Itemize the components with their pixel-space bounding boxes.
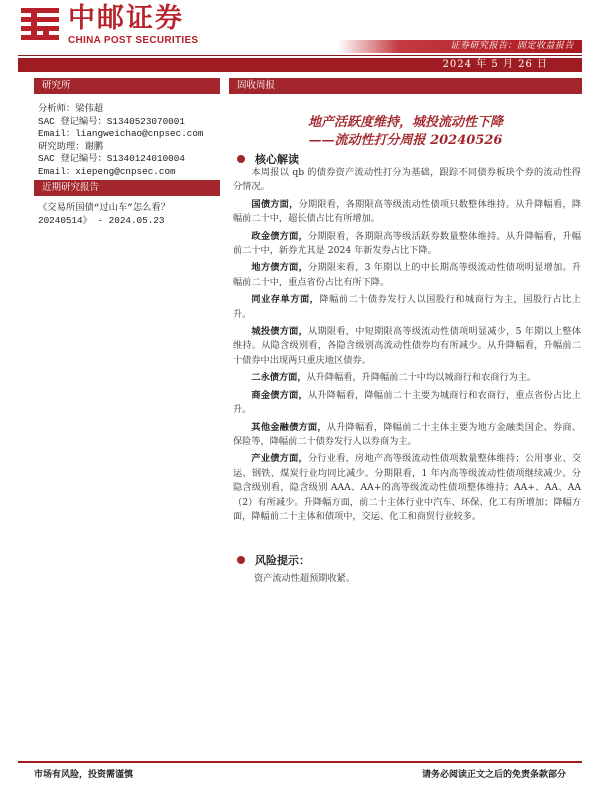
report-category-tag: 固收周报 <box>229 78 582 94</box>
paragraph-lead: 地方债方面， <box>251 262 309 274</box>
recent-report-link[interactable] <box>38 201 222 227</box>
core-summary <box>233 166 581 527</box>
recent-reports-heading: 近期研究报告 <box>34 180 220 196</box>
paragraph <box>233 452 581 524</box>
footer-disclaimer: 请务必阅读正文之后的免责条款部分 <box>421 770 566 780</box>
bullet-icon <box>237 556 245 564</box>
paragraph-text: 降幅前二十债券发行人以国股行和城商行为主，国股行占比上升。 <box>233 294 581 320</box>
paragraph-lead: 国债方面， <box>251 198 299 210</box>
paragraph-lead: 其他金融债方面， <box>251 421 327 433</box>
paragraph <box>233 421 581 450</box>
recent-report-date[interactable]: 20240514》 - 2024.05.23 <box>38 215 165 226</box>
paragraph <box>233 198 581 227</box>
report-subtitle: ——流动性打分周报 20240526 <box>308 133 503 148</box>
paragraph <box>233 293 581 322</box>
paragraph <box>233 261 581 290</box>
paragraph-text: 分期限来看，3 年期以上的中长期高等级流动性债项明显增加。升幅前二十中，重点省份占比有所下降。 <box>233 262 582 288</box>
analyst-line: SAC 登记编号：S1340124010004 <box>38 153 185 165</box>
logo-chinese: 中邮证券 <box>68 3 184 34</box>
paragraph-text: 分期限看，各期限高等级活跃券数量整体维持。从升降幅看，升幅前二十中，新券尤其是 2024 年新发券占比下降。 <box>233 230 582 257</box>
analyst-line: SAC 登记编号：S1340523070001 <box>38 115 185 127</box>
analyst-email[interactable]: Email：liangweichao@cnpsec.com <box>38 128 204 140</box>
paragraph-text: 从期限看，中短期限高等级流动性债项明显减少，5 年期以上整体维持。从隐含级别看，各隐含级别高流动性债券均有所减少。从升降幅看，升幅前二十债券中出现两只重庆地区债券。 <box>233 326 582 366</box>
paragraph-lead: 商金债方面， <box>251 389 308 401</box>
footer-divider <box>18 761 582 763</box>
paragraph-lead: 二永债方面， <box>251 372 307 384</box>
report-date: 2024 年 5 月 26 日 <box>442 59 548 70</box>
core-heading-label: 核心解读 <box>255 153 299 166</box>
china-post-logo-icon <box>18 4 62 44</box>
company-logo <box>18 4 198 46</box>
paragraph-text: 分行业看，房地产高等级流动性债项数量整体维持；公用事业、交运、钢铁、煤炭行业均同比减少。分期限看，1 年内高等级流动性债项继续减少。分隐含级别看，隐含级别 AAA、AA+的高等级流动性债项整体维持；AA+、AA、AA（2）有所减少。升降幅方面，前二十主体行业中汽车、环保、化工有所增加；降幅方面，降幅前二十主体和债项中，交运、化工和商贸行业较多。 <box>233 453 582 522</box>
paragraph <box>233 166 581 195</box>
analyst-email[interactable]: Email：xiepeng@cnpsec.com <box>38 165 176 177</box>
analyst-line: 研究助理：谢鹏 <box>38 140 104 152</box>
paragraph-lead: 产业债方面， <box>251 453 308 465</box>
risk-section-heading <box>237 552 310 568</box>
report-title: 地产活跃度维持，城投流动性下降 <box>307 115 503 130</box>
bullet-icon <box>237 155 245 163</box>
analyst-info <box>38 103 222 179</box>
paragraph-text: 从升降幅看，降幅前二十主要为城商行和农商行，重点省份占比上升。 <box>233 389 582 416</box>
paragraph-text: 从升降幅看，降幅前二十主体主要为地方金融类国企、券商、保险等，降幅前二十债券发行人以券商为主。 <box>233 421 582 447</box>
paragraph <box>233 230 581 259</box>
logo-english: CHINA POST SECURITIES <box>68 35 199 46</box>
report-type: 证券研究报告：固定收益报告 <box>450 41 574 51</box>
paragraph-text: 从升降幅看，升降幅前二十中均以城商行和农商行为主。 <box>306 372 537 384</box>
footer-risk-note: 市场有风险，投资需谨慎 <box>34 770 134 780</box>
paragraph-lead: 城投债方面， <box>251 326 309 338</box>
paragraph <box>233 325 581 368</box>
risk-heading-label: 风险提示： <box>255 554 310 567</box>
paragraph-lead: 同业存单方面， <box>251 294 320 306</box>
paragraph-text: 分期限看，各期限高等级流动性债项只数整体维持。从升降幅看，降幅前二十中，超长债占比有所增加。 <box>233 198 582 225</box>
recent-report-title[interactable]: 《交易所国债“过山车”怎么看？ <box>38 202 171 213</box>
core-section-heading <box>237 151 299 167</box>
date-bar <box>18 58 582 72</box>
report-type-bar <box>338 40 582 53</box>
paragraph <box>233 389 581 418</box>
header-divider <box>18 55 582 56</box>
paragraph <box>233 371 581 385</box>
research-institute-heading: 研究所 <box>34 78 220 94</box>
risk-warning-text: 资产流动性超预期收紧。 <box>254 573 356 584</box>
paragraph-lead: 政金债方面， <box>251 230 308 242</box>
paragraph-text: 本周报以 qb 的债券资产流动性打分为基础，跟踪不同债券板块个券的流动性得分情况。 <box>233 167 581 193</box>
analyst-line: 分析师：梁伟超 <box>38 103 104 114</box>
